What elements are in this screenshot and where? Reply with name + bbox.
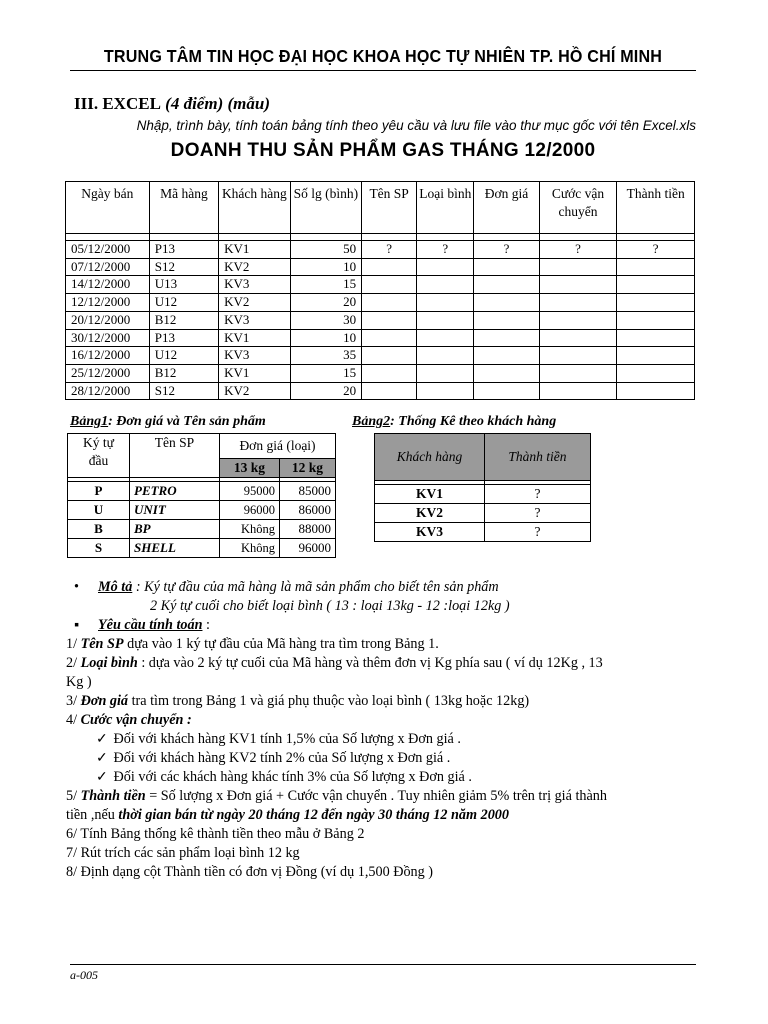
req-1 bbox=[66, 635, 714, 654]
summary-cell-total: ? bbox=[485, 523, 591, 542]
header-price: Đơn giá (loại) bbox=[220, 434, 336, 459]
page-header: TRUNG TÂM TIN HỌC ĐẠI HỌC KHOA HỌC TỰ NHIÊN TP. HỒ CHÍ MINH bbox=[103, 46, 663, 66]
table2-caption-text: : Thống Kê theo khách hàng bbox=[390, 414, 557, 429]
table-cell bbox=[417, 347, 474, 365]
table-cell bbox=[417, 329, 474, 347]
table-cell: P13 bbox=[149, 241, 218, 259]
price-cell-p12: 86000 bbox=[280, 501, 336, 520]
table-cell: 30 bbox=[290, 311, 361, 329]
price-table-header bbox=[68, 434, 336, 459]
table-cell: KV3 bbox=[219, 311, 290, 329]
table-cell bbox=[417, 294, 474, 312]
table-cell: B12 bbox=[149, 364, 218, 382]
mota-label: Mô tả bbox=[98, 579, 133, 595]
table-cell: U12 bbox=[149, 294, 218, 312]
price-row bbox=[68, 482, 336, 501]
req-2-bold: Loại bình bbox=[80, 655, 138, 671]
table-cell: ? bbox=[362, 241, 417, 259]
req-6: 6/ Tính Bảng thống kê thành tiền theo mẫu ở Bảng 2 bbox=[66, 826, 365, 842]
section-heading bbox=[74, 94, 270, 114]
section-points: (4 điểm) bbox=[165, 94, 224, 113]
summary-cell-total: ? bbox=[485, 504, 591, 523]
req-3-bold: Đơn giá bbox=[80, 693, 129, 709]
table-cell bbox=[362, 258, 417, 276]
price-cell-name: BP bbox=[130, 520, 220, 539]
table-row bbox=[66, 329, 695, 347]
table-cell bbox=[539, 294, 617, 312]
req-2 bbox=[66, 654, 714, 673]
summary-row bbox=[375, 523, 591, 542]
table-cell: 28/12/2000 bbox=[66, 382, 150, 400]
table-cell bbox=[362, 382, 417, 400]
table-cell: 15 bbox=[290, 276, 361, 294]
table-cell: 20 bbox=[290, 382, 361, 400]
mota-line-1 bbox=[74, 578, 714, 597]
table-cell bbox=[362, 294, 417, 312]
table-cell: 10 bbox=[290, 258, 361, 276]
yeucau-label: Yêu cầu tính toán bbox=[98, 617, 203, 633]
price-cell-p12: 96000 bbox=[280, 539, 336, 558]
requirements bbox=[66, 578, 714, 882]
bullet-square: ▪ bbox=[74, 617, 80, 633]
price-cell-name: SHELL bbox=[130, 539, 220, 558]
column-header: Đơn giá bbox=[474, 182, 539, 234]
price-cell-name: PETRO bbox=[130, 482, 220, 501]
column-header: Thành tiền bbox=[617, 182, 695, 234]
summary-cell-customer: KV3 bbox=[375, 523, 485, 542]
table-cell: 15 bbox=[290, 364, 361, 382]
fee-kv1 bbox=[74, 730, 714, 749]
price-cell-name: UNIT bbox=[130, 501, 220, 520]
section-sample: (mẫu) bbox=[227, 94, 270, 113]
table2-caption-label: Bảng2 bbox=[352, 414, 391, 429]
table-cell: KV1 bbox=[219, 329, 290, 347]
column-header: Khách hàng bbox=[219, 182, 290, 234]
header-total: Thành tiền bbox=[485, 434, 591, 481]
table-cell bbox=[417, 382, 474, 400]
table-cell bbox=[617, 276, 695, 294]
req-5-cont bbox=[66, 806, 714, 825]
table-cell bbox=[474, 382, 539, 400]
column-header: Cước vận chuyển bbox=[539, 182, 617, 234]
table-cell bbox=[362, 347, 417, 365]
price-cell-p12: 85000 bbox=[280, 482, 336, 501]
table-cell: 16/12/2000 bbox=[66, 347, 150, 365]
column-header: Loại bình bbox=[417, 182, 474, 234]
table-cell bbox=[417, 364, 474, 382]
table-row bbox=[66, 294, 695, 312]
req-2-text: : dựa vào 2 ký tự cuối của Mã hàng và thêm đơn vị Kg phía sau ( ví dụ 12Kg , 13 bbox=[137, 655, 603, 671]
fee-kv2-text: Đối với khách hàng KV2 tính 2% của Số lượng x Đơn giá . bbox=[113, 750, 451, 766]
table-cell: 30/12/2000 bbox=[66, 329, 150, 347]
yeucau-line bbox=[74, 616, 714, 635]
table-cell: KV1 bbox=[219, 241, 290, 259]
footer-code: a-005 bbox=[70, 968, 98, 982]
table1-caption-text: : Đơn giá và Tên sản phẩm bbox=[108, 414, 266, 429]
table-cell bbox=[617, 364, 695, 382]
table-cell: 14/12/2000 bbox=[66, 276, 150, 294]
table-cell: 12/12/2000 bbox=[66, 294, 150, 312]
table-cell: 20 bbox=[290, 294, 361, 312]
table-row bbox=[66, 382, 695, 400]
fee-other-text: Đối với các khách hàng khác tính 3% của Số lượng x Đơn giá . bbox=[113, 769, 472, 785]
table-cell bbox=[474, 276, 539, 294]
table-cell: 07/12/2000 bbox=[66, 258, 150, 276]
column-header: Tên SP bbox=[362, 182, 417, 234]
table-cell bbox=[474, 294, 539, 312]
table-cell: ? bbox=[474, 241, 539, 259]
header-name: Tên SP bbox=[130, 434, 220, 478]
instruction-text: Nhập, trình bày, tính toán bảng tính theo yêu cầu và lưu file vào thư mục gốc với tên Excel.xls bbox=[136, 118, 696, 133]
table-cell: 25/12/2000 bbox=[66, 364, 150, 382]
table-cell: KV3 bbox=[219, 276, 290, 294]
table-cell bbox=[617, 311, 695, 329]
req-5-cont-text: tiền ,nếu bbox=[66, 807, 119, 823]
price-cell-p13: 95000 bbox=[220, 482, 280, 501]
table-cell bbox=[617, 258, 695, 276]
checkmark-icon: ✓ bbox=[96, 750, 108, 766]
table2-caption bbox=[352, 414, 556, 430]
table-cell: KV1 bbox=[219, 364, 290, 382]
table-cell bbox=[474, 364, 539, 382]
table-cell bbox=[417, 311, 474, 329]
table-cell: 50 bbox=[290, 241, 361, 259]
header-13kg: 13 kg bbox=[220, 459, 280, 478]
price-cell-p13: 96000 bbox=[220, 501, 280, 520]
req-5 bbox=[66, 787, 714, 806]
req-3-text: tra tìm trong Bảng 1 và giá phụ thuộc vào loại bình ( 13kg hoặc 12kg) bbox=[128, 693, 530, 709]
customer-summary-table bbox=[374, 433, 591, 542]
checkmark-icon: ✓ bbox=[96, 731, 108, 747]
table-cell: 35 bbox=[290, 347, 361, 365]
req-5-cont-bold: thời gian bán từ ngày 20 tháng 12 đến ngày 30 tháng 12 năm 2000 bbox=[118, 807, 509, 823]
req-2-num: 2/ bbox=[66, 655, 81, 671]
column-header: Số lg (bình) bbox=[290, 182, 361, 234]
req-5-text: = Số lượng x Đơn giá + Cước vận chuyển . Tuy nhiên giảm 5% trên trị giá thành bbox=[145, 788, 607, 804]
footer-rule bbox=[70, 964, 696, 965]
table-cell bbox=[617, 294, 695, 312]
table-cell: 05/12/2000 bbox=[66, 241, 150, 259]
req-1-bold: Tên SP bbox=[80, 636, 124, 652]
table-cell bbox=[539, 382, 617, 400]
table-cell bbox=[617, 382, 695, 400]
sales-table-header bbox=[66, 182, 695, 234]
header-12kg: 12 kg bbox=[280, 459, 336, 478]
table-cell: ? bbox=[617, 241, 695, 259]
req-4-bold: Cước vận chuyển : bbox=[80, 712, 192, 728]
fee-other bbox=[74, 768, 714, 787]
table-cell bbox=[474, 311, 539, 329]
req-4-num: 4/ bbox=[66, 712, 81, 728]
summary-cell-customer: KV2 bbox=[375, 504, 485, 523]
fee-kv2 bbox=[74, 749, 714, 768]
spacer-row bbox=[66, 234, 695, 241]
table-cell bbox=[539, 329, 617, 347]
summary-row bbox=[375, 485, 591, 504]
table-cell bbox=[362, 329, 417, 347]
table-cell: U13 bbox=[149, 276, 218, 294]
table-cell bbox=[362, 276, 417, 294]
table-cell: KV2 bbox=[219, 258, 290, 276]
table-row bbox=[66, 258, 695, 276]
table-row bbox=[66, 241, 695, 259]
table1-caption bbox=[70, 414, 266, 430]
table-cell bbox=[539, 311, 617, 329]
table-cell bbox=[539, 258, 617, 276]
table-cell: 10 bbox=[290, 329, 361, 347]
table-cell: ? bbox=[417, 241, 474, 259]
table-cell bbox=[617, 329, 695, 347]
table-cell bbox=[417, 258, 474, 276]
table-cell: 20/12/2000 bbox=[66, 311, 150, 329]
table-cell bbox=[474, 329, 539, 347]
table-cell: B12 bbox=[149, 311, 218, 329]
table-cell: KV3 bbox=[219, 347, 290, 365]
req-5-num: 5/ bbox=[66, 788, 81, 804]
header-code: Ký tự đầu bbox=[68, 434, 130, 478]
table-cell bbox=[539, 347, 617, 365]
table-row bbox=[66, 311, 695, 329]
fee-kv1-text: Đối với khách hàng KV1 tính 1,5% của Số lượng x Đơn giá . bbox=[113, 731, 461, 747]
price-cell-code: U bbox=[68, 501, 130, 520]
table-cell bbox=[417, 276, 474, 294]
req-3 bbox=[66, 692, 714, 711]
table1-caption-label: Bảng1 bbox=[70, 414, 109, 429]
header-customer: Khách hàng bbox=[375, 434, 485, 481]
table-cell bbox=[474, 258, 539, 276]
checkmark-icon: ✓ bbox=[96, 769, 108, 785]
table-cell bbox=[539, 364, 617, 382]
price-cell-code: P bbox=[68, 482, 130, 501]
table-row bbox=[66, 276, 695, 294]
req-1-text: dựa vào 1 ký tự đầu của Mã hàng tra tìm trong Bảng 1. bbox=[123, 636, 439, 652]
price-cell-code: S bbox=[68, 539, 130, 558]
table-cell: S12 bbox=[149, 258, 218, 276]
table-cell bbox=[539, 276, 617, 294]
price-table bbox=[67, 433, 336, 558]
table-cell: KV2 bbox=[219, 294, 290, 312]
price-row bbox=[68, 520, 336, 539]
table-cell: ? bbox=[539, 241, 617, 259]
price-cell-p13: Không bbox=[220, 539, 280, 558]
table-cell: S12 bbox=[149, 382, 218, 400]
req-2-cont: Kg ) bbox=[66, 674, 92, 690]
yeucau-colon: : bbox=[202, 617, 210, 633]
table-cell bbox=[362, 364, 417, 382]
table-row bbox=[66, 364, 695, 382]
mota-text-2: 2 Ký tự cuối cho biết loại bình ( 13 : loại 13kg - 12 :loại 12kg ) bbox=[150, 598, 510, 614]
doc-title: DOANH THU SẢN PHẨM GAS THÁNG 12/2000 bbox=[170, 140, 596, 161]
bullet-dot: • bbox=[74, 579, 79, 595]
table-cell bbox=[617, 347, 695, 365]
table-row bbox=[66, 347, 695, 365]
sales-table bbox=[65, 181, 695, 400]
summary-header bbox=[375, 434, 591, 481]
table-cell: P13 bbox=[149, 329, 218, 347]
header-rule bbox=[70, 70, 696, 71]
section-prefix: III. EXCEL bbox=[74, 94, 161, 113]
column-header: Mã hàng bbox=[149, 182, 218, 234]
req-5-bold: Thành tiền bbox=[80, 788, 146, 804]
req-3-num: 3/ bbox=[66, 693, 81, 709]
table-cell: U12 bbox=[149, 347, 218, 365]
table-cell bbox=[362, 311, 417, 329]
req-4 bbox=[66, 711, 714, 730]
price-row bbox=[68, 539, 336, 558]
price-cell-code: B bbox=[68, 520, 130, 539]
mota-text-1: : Ký tự đầu của mã hàng là mã sản phẩm cho biết tên sản phẩm bbox=[132, 579, 499, 595]
column-header: Ngày bán bbox=[66, 182, 150, 234]
price-row bbox=[68, 501, 336, 520]
price-cell-p13: Không bbox=[220, 520, 280, 539]
req-1-num: 1/ bbox=[66, 636, 81, 652]
req-8: 8/ Định dạng cột Thành tiền có đơn vị Đồng (ví dụ 1,500 Đồng ) bbox=[66, 864, 434, 880]
summary-cell-total: ? bbox=[485, 485, 591, 504]
price-cell-p12: 88000 bbox=[280, 520, 336, 539]
summary-cell-customer: KV1 bbox=[375, 485, 485, 504]
req-7: 7/ Rút trích các sản phẩm loại bình 12 kg bbox=[66, 845, 300, 861]
table-cell: KV2 bbox=[219, 382, 290, 400]
table-cell bbox=[474, 347, 539, 365]
summary-row bbox=[375, 504, 591, 523]
